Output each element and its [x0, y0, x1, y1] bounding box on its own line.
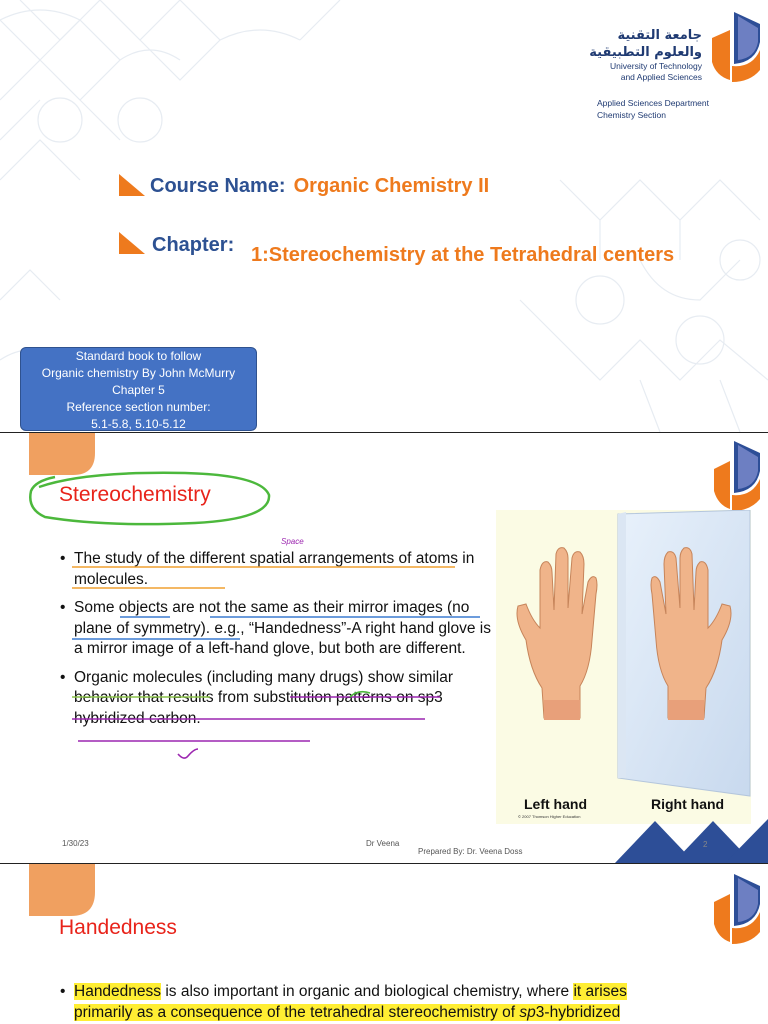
arabic-line-1: جامعة التقنية — [617, 28, 702, 43]
left-hand-label: Left hand — [524, 796, 587, 812]
bullet-text: The study of the different spatial arrangements of atoms in molecules. — [74, 550, 475, 588]
book-line-3: Chapter 5 — [112, 383, 165, 397]
bullet-list — [58, 982, 758, 1023]
chapter-label: Chapter: — [152, 234, 235, 256]
handwritten-note: Space — [281, 537, 304, 546]
university-name-arabic — [560, 27, 702, 61]
course-name-label: Course Name: — [150, 175, 286, 197]
bullet-text: is also important in organic and biological chemistry, where — [161, 983, 574, 1000]
course-name-row — [150, 175, 489, 198]
university-logo-icon — [712, 872, 764, 946]
hands-mirror-image — [496, 510, 751, 824]
book-line-2: Organic chemistry By John McMurry — [41, 366, 236, 380]
department-line: Applied Sciences Department — [597, 98, 709, 108]
book-line-1: Standard book to follow — [75, 349, 202, 363]
slide-title: Stereochemistry — [59, 483, 211, 506]
highlight-sp: sp — [519, 1003, 536, 1021]
bullet-text: Some objects are not the same as their mirror images (no plane of symmetry). e.g., “Handedness”-A right hand glove is a mirror image of a left-hand glove, but both are different. — [74, 599, 491, 657]
english-line-2: and Applied Sciences — [620, 72, 702, 82]
section-line: Chemistry Section — [597, 110, 666, 120]
arabic-line-2: والعلوم التطبيقية — [589, 45, 702, 60]
stereochemistry-slide — [0, 433, 768, 864]
english-line-1: University of Technology — [610, 61, 702, 71]
right-hand-label: Right hand — [651, 796, 725, 812]
highlight-hybridized: 3-hybridized — [535, 1003, 621, 1021]
course-name-value: Organic Chemistry II — [293, 175, 490, 197]
page-number: 2 — [703, 840, 708, 849]
highlight-it-arises: it arises — [573, 983, 627, 1000]
book-line-4: Reference section number: — [66, 400, 211, 414]
handedness-slide — [0, 864, 768, 1024]
university-logo-icon — [708, 10, 764, 84]
bullet-text: Organic molecules (including many drugs) show similar behavior that results from substitution patterns on sp3 hybridized carbon. — [74, 668, 454, 727]
mirror-hands-illustration — [496, 510, 751, 824]
university-name-english — [560, 61, 702, 83]
slide-title: Handedness — [59, 916, 177, 939]
reference-book-box — [20, 347, 257, 431]
corner-decoration — [615, 815, 768, 863]
chapter-value: 1:Stereochemistry at the Tetrahedral centers — [251, 244, 675, 266]
ink-underlines — [60, 549, 500, 769]
footer-prepared-by: Prepared By: Dr. Veena Doss — [418, 847, 523, 856]
triangle-bullet-icon — [119, 174, 145, 196]
university-logo-icon — [712, 439, 764, 513]
department-info — [597, 97, 709, 121]
highlight-handedness: Handedness — [74, 983, 162, 1000]
title-slide — [0, 0, 768, 433]
footer-author: Dr Veena — [366, 839, 400, 848]
image-credit: © 2007 Thomson Higher Education — [518, 814, 581, 819]
triangle-bullet-icon — [119, 232, 145, 254]
orange-tab-shape — [29, 864, 95, 916]
bullet-item-1 — [74, 982, 758, 1023]
highlight-consequence: primarily as a consequence of the tetrahedral stereochemistry of — [74, 1003, 520, 1021]
footer-date: 1/30/23 — [62, 839, 89, 848]
book-line-5: 5.1-5.8, 5.10-5.12 — [91, 417, 186, 431]
